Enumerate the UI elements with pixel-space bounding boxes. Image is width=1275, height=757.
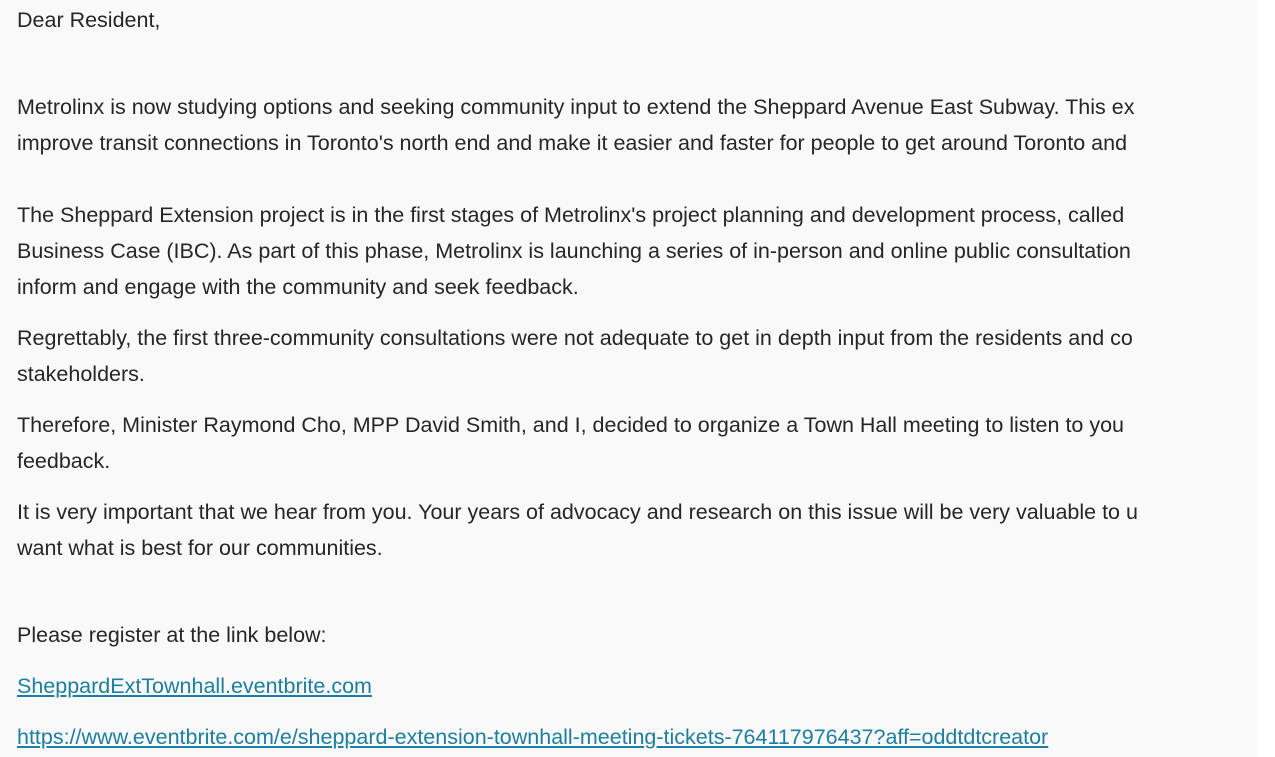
eventbrite-short-link[interactable]: SheppardExtTownhall.eventbrite.com <box>17 674 372 698</box>
paragraph-line: improve transit connections in Toronto's north end and make it easier and faster for people to get around Toronto and <box>17 131 1128 155</box>
paragraph-line: want what is best for our communities. <box>17 536 383 560</box>
paragraph-line: feedback. <box>17 449 111 473</box>
paragraph-line: inform and engage with the community and seek feedback. <box>17 275 579 299</box>
paragraph-line: Metrolinx is now studying options and seeking community input to extend the Sheppard Avenue East Subway. This ex <box>17 95 1135 119</box>
eventbrite-full-link[interactable]: https://www.eventbrite.com/e/sheppard-extension-townhall-meeting-tickets-764117976437?aff=oddtdtcreator <box>17 725 1049 749</box>
paragraph-line: The Sheppard Extension project is in the first stages of Metrolinx's project planning and development process, called <box>17 203 1125 227</box>
paragraph-line: It is very important that we hear from you. Your years of advocacy and research on this issue will be very valuable to u <box>17 500 1138 524</box>
paragraph-line: Therefore, Minister Raymond Cho, MPP David Smith, and I, decided to organize a Town Hall meeting to listen to you <box>17 413 1125 437</box>
paragraph-line: Business Case (IBC). As part of this phase, Metrolinx is launching a series of in-person and online public consultation <box>17 239 1131 263</box>
paragraph-line: stakeholders. <box>17 362 145 386</box>
greeting: Dear Resident, <box>17 8 161 32</box>
paragraph-line: Regrettably, the first three-community consultations were not adequate to get in depth input from the residents and co <box>17 326 1133 350</box>
register-prompt: Please register at the link below: <box>17 623 327 647</box>
